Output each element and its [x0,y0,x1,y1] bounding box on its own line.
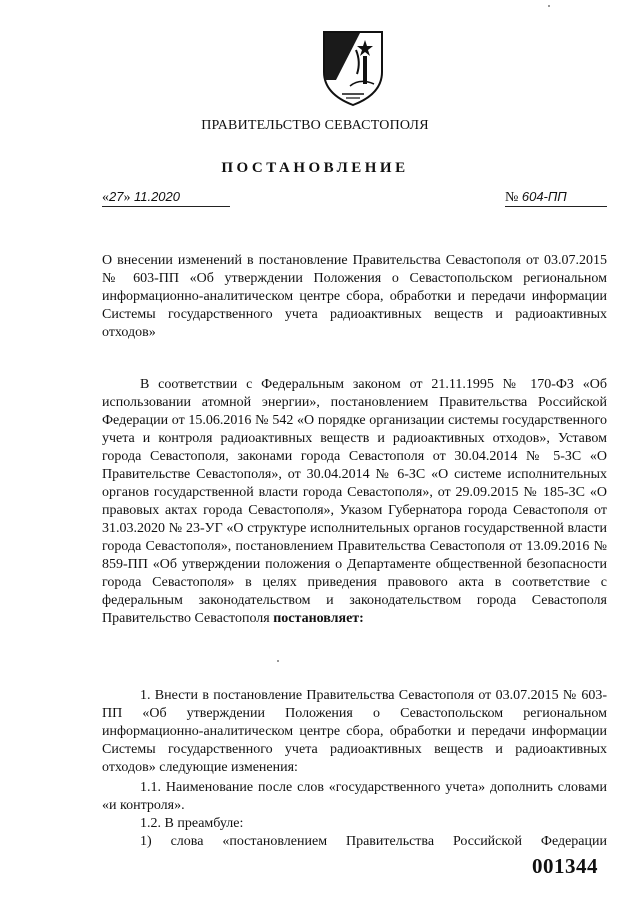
date-separator: » [123,190,131,205]
preamble-text: В соответствии с Федеральным законом от 21.11.1995 № 170-ФЗ «Об использовании атомной энергии», постановлением Правительства Российской Федерации от 15.06.2016 № 542 «О порядке организации системы государственного учета и контроля радиоактивных веществ и радиоактивных отходов», Уставом города Севастополя, законами города Севастополя от 30.04.2014 № 5-ЗС «О Правительстве Севастополя», от 30.04.2014 № 6-ЗС «О системе исполнительных органов государственной власти города Севастополя», от 29.09.2015 № 185-ЗС «О правовых актах города Севастополя», Указом Губернатора города Севастополя от 31.03.2020 № 23-УГ «О структуре исполнительных органов государственной власти города Севастополя», постановлением Правительства Севастополя от 13.09.2016 № 859-ПП «Об утверждении положения о Департаменте общественной безопасности города Севастополя» в целях приведения правового акта в соответствие с федеральным законодательством и законодательством города Севастополя Правительство Севастополя [102,377,607,626]
item-1-text: 1. Внести в постановление Правительства Севастополя от 03.07.2015 № 603-ПП «Об утверждении Положения о Севастопольском региональном информационно-аналитическом центре сбора, обработки и передачи информации Системы государственного учета радиоактивных веществ и радиоактивных отходов» следующие изменения: [102,688,607,775]
number-prefix: № [505,190,519,205]
scan-speck [548,5,550,7]
date-prefix: « [102,190,109,205]
date-day: 27 [109,189,124,204]
number-value: 604-ПП [521,189,567,204]
item-1-1 [102,779,607,815]
serial-number: 001344 [532,854,598,878]
date-month-year: 11.2020 [133,189,180,204]
preamble-paragraph [102,376,607,628]
item-1 [102,687,607,777]
document-subject: О внесении изменений в постановление Правительства Севастополя от 03.07.2015 № 603-ПП «Об утверждении Положения о Севастопольском региональном информационно-аналитическом центре сбора, обработки и передачи информации Системы государственного учета радиоактивных веществ и радиоактивных отходов» [102,253,607,340]
item-1-2-1 [102,833,607,851]
document-date [102,188,230,207]
organization-name: ПРАВИТЕЛЬСТВО СЕВАСТОПОЛЯ [201,118,429,133]
sevastopol-coat-of-arms-icon [320,28,386,108]
item-1-2-text: 1.2. В преамбуле: [140,816,244,831]
decision-word: постановляет: [273,611,364,626]
item-1-1-text: 1.1. Наименование после слов «государственного учета» дополнить словами «и контроля». [102,780,607,813]
document-type-title: ПОСТАНОВЛЕНИЕ [221,160,409,176]
scan-speck [277,660,279,662]
item-1-2-1-text: 1) слова «постановлением Правительства Российской Федерации [140,834,607,849]
document-number [505,188,607,207]
item-1-2 [102,815,607,833]
